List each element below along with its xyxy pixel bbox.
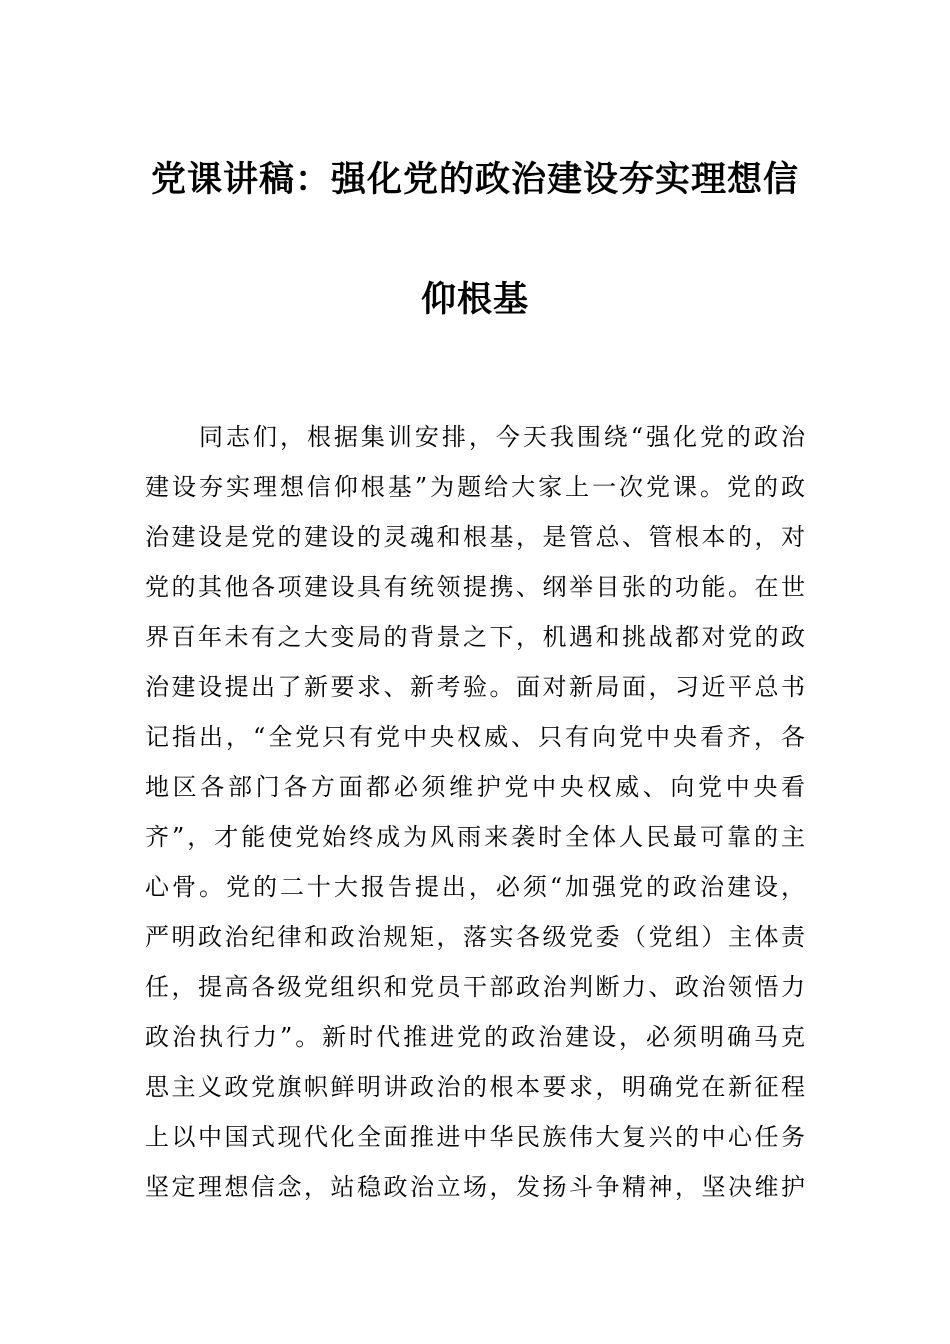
document-title-line-2: 仰根基 xyxy=(420,280,529,320)
body-line: 心骨。党的二十大报告提出，必须“加强党的政治建设， xyxy=(145,873,805,901)
body-line: 记指出，“全党只有党中央权威、只有向党中央看齐，各 xyxy=(145,723,805,751)
body-line: 党的其他各项建设具有统领提携、纲举目张的功能。在世 xyxy=(145,573,805,601)
document-title-line-1: 党课讲稿：强化党的政治建设夯实理想信 xyxy=(150,160,799,200)
document-body xyxy=(145,412,805,1212)
body-line: 治建设是党的建设的灵魂和根基，是管总、管根本的，对 xyxy=(145,523,805,551)
body-line: 同志们，根据集训安排，今天我围绕“强化党的政治 xyxy=(199,423,805,451)
body-line: 建设夯实理想信仰根基”为题给大家上一次党课。党的政 xyxy=(145,473,805,501)
body-line: 治建设提出了新要求、新考验。面对新局面，习近平总书 xyxy=(145,673,805,701)
body-line: 坚定理想信念，站稳政治立场，发扬斗争精神，坚决维护 xyxy=(145,1173,805,1201)
body-line: 界百年未有之大变局的背景之下，机遇和挑战都对党的政 xyxy=(145,623,805,651)
body-line: 严明政治纪律和政治规矩，落实各级党委（党组）主体责 xyxy=(145,923,805,951)
body-line: 思主义政党旗帜鲜明讲政治的根本要求，明确党在新征程 xyxy=(145,1073,805,1101)
body-line: 地区各部门各方面都必须维护党中央权威、向党中央看 xyxy=(145,773,805,801)
body-line: 齐”，才能使党始终成为风雨来袭时全体人民最可靠的主 xyxy=(145,823,805,851)
body-line: 政治执行力”。新时代推进党的政治建设，必须明确马克 xyxy=(145,1023,805,1051)
body-line: 任，提高各级党组织和党员干部政治判断力、政治领悟力 xyxy=(145,973,805,1001)
body-line: 上以中国式现代化全面推进中华民族伟大复兴的中心任务 xyxy=(145,1123,805,1151)
